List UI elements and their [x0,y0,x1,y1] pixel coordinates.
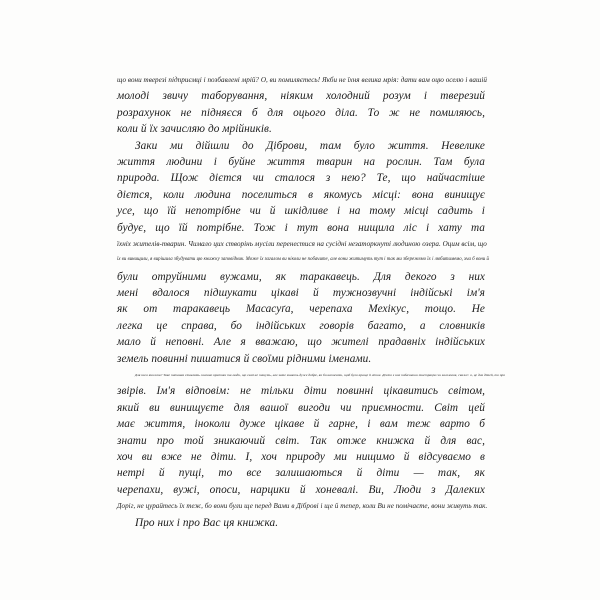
text-line: який ви винищуєте для вашої вигоди чи приємности. Світ цей [117,401,485,414]
text-line: їх ви винищили, я вирішила збудувати цю книжку заповідник. Може їх загалом ви ніколи не побачите, але вони житимуть тут і так ми збережемо їх і любитимемо, хча б вони й [117,257,489,263]
text-line: звірів. Ім'я відповім: не тільки діти повинні цікавитись світом, [117,385,485,398]
body-text [117,72,506,531]
text-line: земель повинні пишатися й своїми рідними іменами. [117,352,372,365]
paragraph [117,72,485,138]
text-line: розрахунок не підняєся б для оцього діла. То ж не помиляюсь, [117,106,485,119]
text-line: нетрі й пущі, то все залишаються й діти — так, як [117,467,485,480]
text-line: мало й неповні. Але я вважаю, що жителі прадавніх індійських [117,336,485,349]
text-line: будує, що їй потрібне. Тож і тут вона нищила ліс і хату та [117,221,485,234]
text-line: має життя, іноколи дуже цікаве й гарне, і вам теж варто б [117,418,485,431]
text-line: як от таракавець Масасуґа, черепаха Мехікус, тощо. Не [117,303,485,316]
text-line: хоч ви вже не діти. І, хоч природу ми нищимо й відсуваємо в [117,450,485,463]
text-line: черепахи, вужі, опоси, нарцики й хоневалі. Ви, Люди з Далеких [117,483,485,496]
text-line: Доріг, не цурайтесь їх теж, бо вони були ще перед Вами в Діброві і ще й тепер, коли Ви не помічаєте, вони живуть так. [117,502,488,511]
text-line: Про них і про Вас ця книжка. [135,516,279,529]
text-line: що вони тверезі підприємці і позбавлені мрій? О, ви помиляєтесь! Якби не їхня велика мрія: дати вам оцю оселю і вашій [117,76,487,84]
paragraph [117,515,485,531]
text-line: їхніх жителів-тварин. Чимало цих створінь мусіли перенестися на сусідні незаторкнуті людиною озера. Оцим всім, що [117,239,487,248]
text-line: знати про той зникаючий світ. Так отже книжка й для вас, [117,434,485,447]
text-line: дієтся, коли людина поселиться в якомусь місці: вона винищує [117,188,485,201]
text-line: легка це справа, бо індійських говорів багато, а словників [117,319,485,332]
paragraph [117,138,489,367]
text-line: Для кого книжка? Таке питання ставлять головно критики та люди, що самі не пишуть, але зате знають дуже добре, як би написати, щоб було краще й ліпше. Дехто з них побачивши ілюстрацію чи заголовок, скаже: о, це для дітей, то про [135,373,506,378]
paragraph [117,367,506,515]
text-line: життя людини і буйне життя тварин на рослин. Там була [117,155,485,168]
text-line: мені вдалося підшукати цікаві й тужнозвучні індійські ім'я [117,287,485,300]
text-line: природа. Щож дієтся чи сталося з нею? Те, що найчастіше [117,172,485,185]
text-line: молоді звичу таборування, ніяким холодний розум і тверезий [117,90,485,103]
text-line: були отруйними вужами, як таракавець. Для декого з них [117,270,485,283]
text-line: коли й їх зачисляю до мрійників. [117,123,272,136]
text-line: Заки ми дійшли до Діброви, там було життя. Невелике [135,139,485,152]
text-line: усе, що їй непотрібне чи й шкідливе і на тому місці садить і [117,205,485,218]
